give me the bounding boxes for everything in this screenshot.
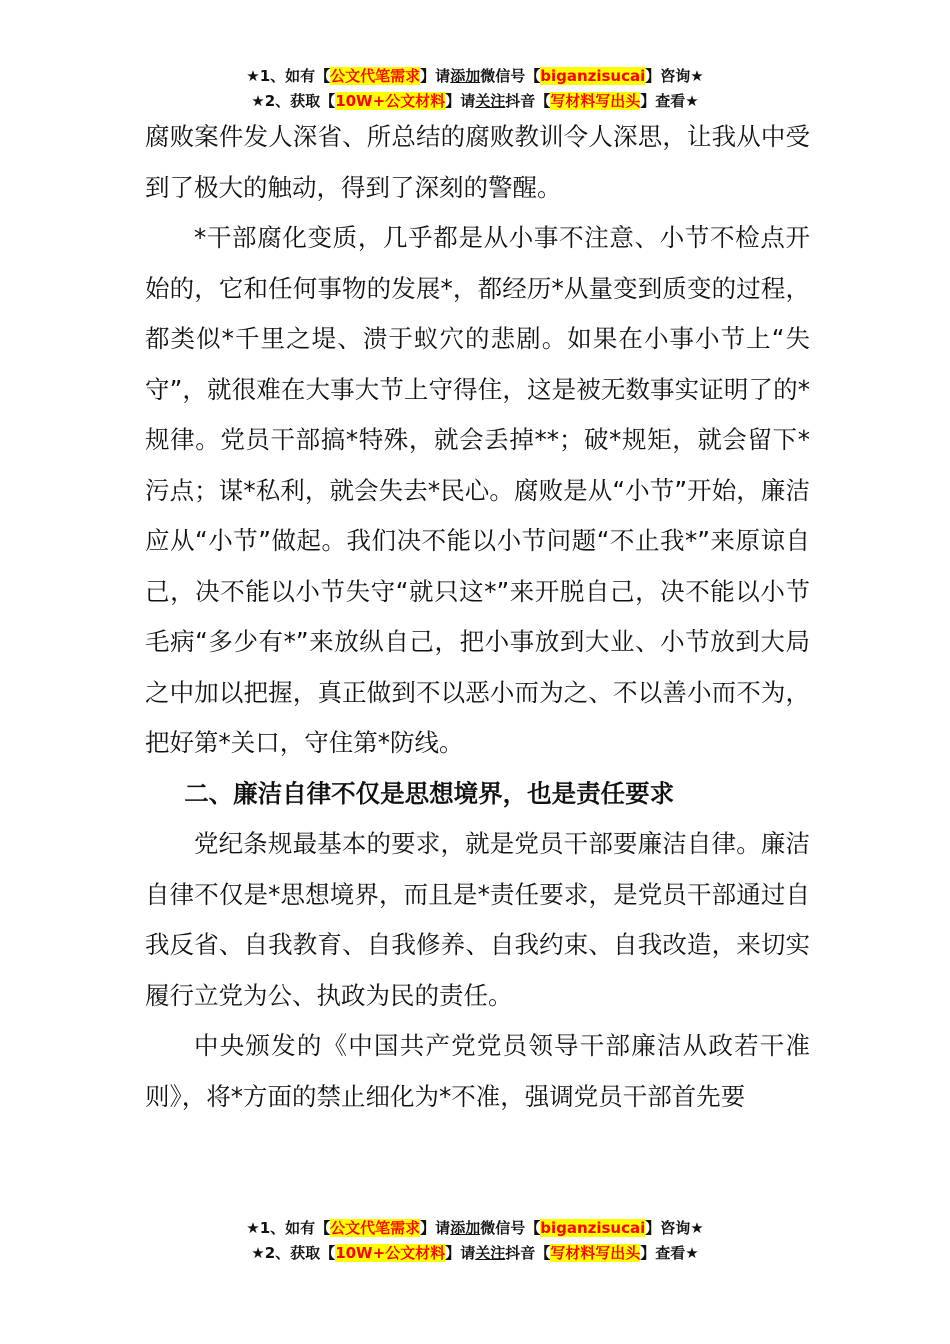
underline-add: 添加 <box>450 1219 481 1237</box>
header-banner <box>0 64 950 114</box>
highlight-need: 公文代笔需求 <box>330 67 421 85</box>
banner-line-2 <box>0 89 950 114</box>
highlight-material: 10W+公文材料 <box>335 1244 446 1262</box>
banner-text: ★1、如有【 <box>246 67 331 85</box>
highlight-wechat-id: biganzisucai <box>540 1219 646 1237</box>
banner-text: 微信号【 <box>480 67 541 85</box>
banner-text: 】查看★ <box>640 1244 699 1262</box>
banner-text: 】请 <box>420 1219 451 1237</box>
body-paragraph: 中央颁发的《中国共产党党员领导干部廉洁从政若干准则》，将*方面的禁止细化为*不准，强调党员干部首先要 <box>145 1031 810 1111</box>
banner-text: 微信号【 <box>480 1219 541 1237</box>
banner-text: 】请 <box>445 92 476 110</box>
banner-text: 抖音【 <box>505 92 551 110</box>
highlight-douyin: 写材料写出头 <box>550 1244 641 1262</box>
banner-text: 】请 <box>445 1244 476 1262</box>
banner-text: 抖音【 <box>505 1244 551 1262</box>
document-body <box>145 112 810 1122</box>
footer-banner <box>0 1216 950 1266</box>
banner-line-1 <box>0 64 950 89</box>
banner-text: ★2、获取【 <box>251 1244 336 1262</box>
banner-line-1 <box>0 1216 950 1241</box>
body-paragraph: *干部腐化变质，几乎都是从小事不注意、小节不检点开始的，它和任何事物的发展*，都经历*从量变到质变的过程，都类似*千里之堤、溃于蚁穴的悲剧。如果在小事小节上“失守”，就很难在大事大节上守得住，这是被无数事实证明了的*规律。党员干部搞*特殊，就会丢掉**；破*规矩，就会留下*污点；谋*私利，就会失去*民心。腐败是从“小节”开始，廉洁应从“小节”做起。我们决不能以小节问题“不止我*”来原谅自己，决不能以小节失守“就只这*”来开脱自己，决不能以小节毛病“多少有*”来放纵自己，把小事放到大业、小节放到大局之中加以把握，真正做到不以恶小而为之、不以善小而不为，把好第*关口，守住第*防线。 <box>145 223 810 757</box>
banner-text: 】咨询★ <box>645 1219 704 1237</box>
banner-text: 】请 <box>420 67 451 85</box>
underline-follow: 关注 <box>475 92 506 110</box>
underline-follow: 关注 <box>475 1244 506 1262</box>
highlight-wechat-id: biganzisucai <box>540 67 646 85</box>
section-heading: 二、廉洁自律不仅是思想境界，也是责任要求 <box>184 778 675 808</box>
underline-add: 添加 <box>450 67 481 85</box>
banner-text: 】查看★ <box>640 92 699 110</box>
highlight-material: 10W+公文材料 <box>335 92 446 110</box>
banner-line-2 <box>0 1241 950 1266</box>
highlight-douyin: 写材料写出头 <box>550 92 641 110</box>
body-paragraph: 党纪条规最基本的要求，就是党员干部要廉洁自律。廉洁自律不仅是*思想境界，而且是*责任要求，是党员干部通过自我反省、自我教育、自我修养、自我约束、自我改造，来切实履行立党为公、执政为民的责任。 <box>145 829 810 1010</box>
banner-text: ★2、获取【 <box>251 92 336 110</box>
banner-text: 】咨询★ <box>645 67 704 85</box>
body-paragraph: 腐败案件发人深省、所总结的腐败教训令人深思，让我从中受到了极大的触动，得到了深刻的警醒。 <box>145 122 810 202</box>
highlight-need: 公文代笔需求 <box>330 1219 421 1237</box>
banner-text: ★1、如有【 <box>246 1219 331 1237</box>
